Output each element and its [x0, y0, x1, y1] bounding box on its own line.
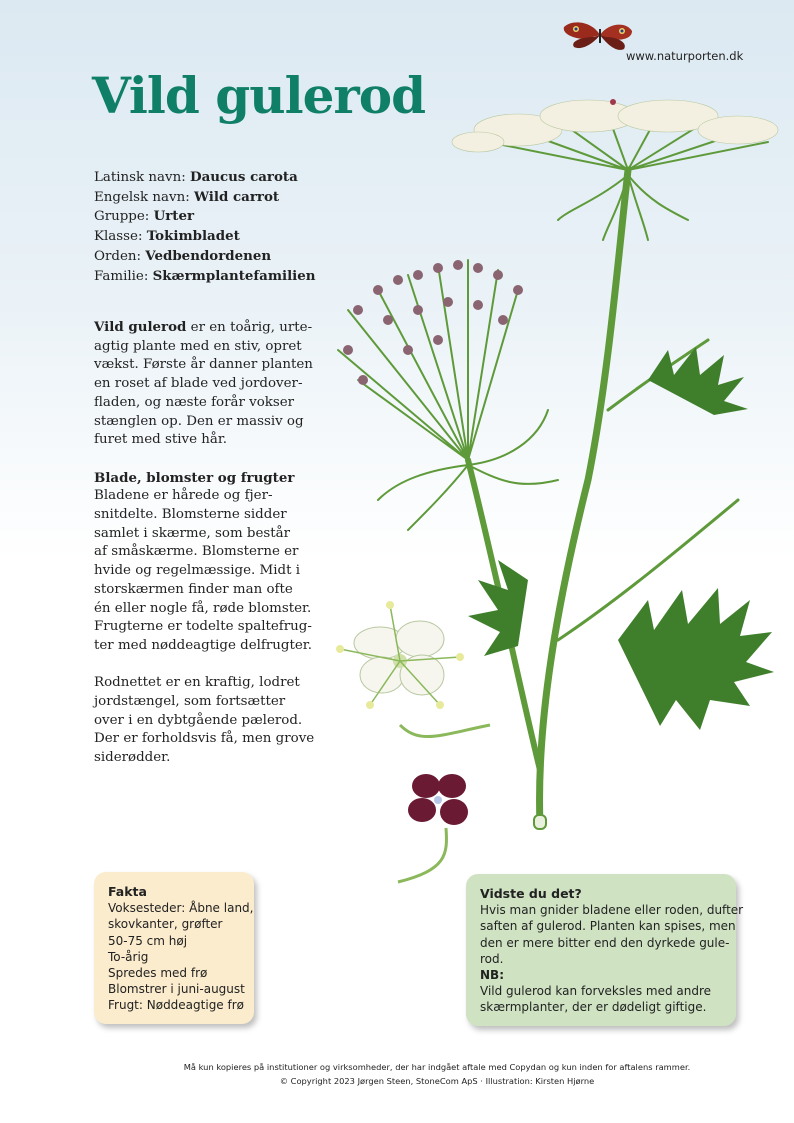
intro-paragraph: Vild gulerod er en toårig, urte- agtig plante med en stiv, opret vækst. Første år danner planten en roset af blade ved jordover- fladen, og næste forår vokser stænglen op. Den er massiv og furet med stive hår.	[94, 319, 313, 448]
taxonomy-row: Orden: Vedbendordenen	[94, 247, 272, 264]
fakta-line: Voksesteder: Åbne land,	[108, 901, 254, 916]
taxonomy-list	[94, 168, 316, 286]
footer-copy-notice: Må kun kopieres på institutioner og virksomheder, der har indgået aftale med Copydan og kun inden for aftalens rammer.	[183, 1062, 691, 1072]
fakta-box	[94, 872, 254, 1024]
vidste-line: rod.	[480, 951, 504, 966]
section-heading: Blade, blomster og frugter	[94, 469, 295, 486]
fakta-line: 50-75 cm høj	[108, 933, 188, 948]
taxonomy-row: Gruppe: Urter	[94, 208, 195, 225]
fakta-title: Fakta	[108, 884, 147, 899]
nb-line: skærmplanter, der er dødeligt giftige.	[480, 1000, 707, 1015]
vidste-line: saften af gulerod. Planten kan spises, men	[480, 919, 736, 934]
page-title: Vild gulerod	[92, 66, 426, 125]
nb-line: Vild gulerod kan forveksles med andre	[480, 984, 712, 999]
fakta-line: Spredes med frø	[108, 966, 208, 981]
leaves-flowers-paragraph: Blade, blomster og frugter Bladene er hårede og fjer- snitdelte. Blomsterne sidder samlet i skærme, som består af småskærme. Blomsterne er hvide og regelmæssige. Midt i storskærmen finder man ofte én eller nogle få, røde blomster. Frugterne er todelte spaltefrug- ter med nøddeagtige delfrugter.	[94, 469, 312, 653]
root-paragraph: Rodnettet er en kraftig, lodret jordstængel, som fortsætter over i en dybtgående pælerod. Der er forholdsvis få, men grove siderødder.	[94, 675, 315, 766]
vidste-line: den er mere bitter end den dyrkede gule-	[480, 935, 730, 950]
description-body	[94, 318, 315, 787]
taxonomy-row: Klasse: Tokimbladet	[94, 228, 240, 245]
vidste-title: Vidste du det?	[480, 886, 582, 901]
fakta-line: skovkanter, grøfter	[108, 917, 223, 932]
website-url[interactable]: www.naturporten.dk	[626, 49, 744, 63]
fakta-line: Frugt: Nøddeagtige frø	[108, 998, 245, 1013]
footer-copyright: © Copyright 2023 Jørgen Steen, StoneCom ApS · Illustration: Kirsten Hjørne	[279, 1076, 595, 1086]
taxonomy-row: Latinsk navn: Daucus carota	[94, 169, 298, 185]
fakta-line: To-årig	[108, 949, 149, 964]
nb-label: NB:	[480, 968, 504, 983]
taxonomy-row: Engelsk navn: Wild carrot	[94, 188, 280, 205]
wild-carrot-illustration	[318, 80, 788, 900]
vidste-line: Hvis man gnider bladene eller roden, dufter	[480, 903, 744, 918]
vidste-du-det-box	[466, 874, 744, 1026]
fakta-line: Blomstrer i juni-august	[108, 982, 245, 997]
taxonomy-row: Familie: Skærmplantefamilien	[94, 267, 316, 284]
